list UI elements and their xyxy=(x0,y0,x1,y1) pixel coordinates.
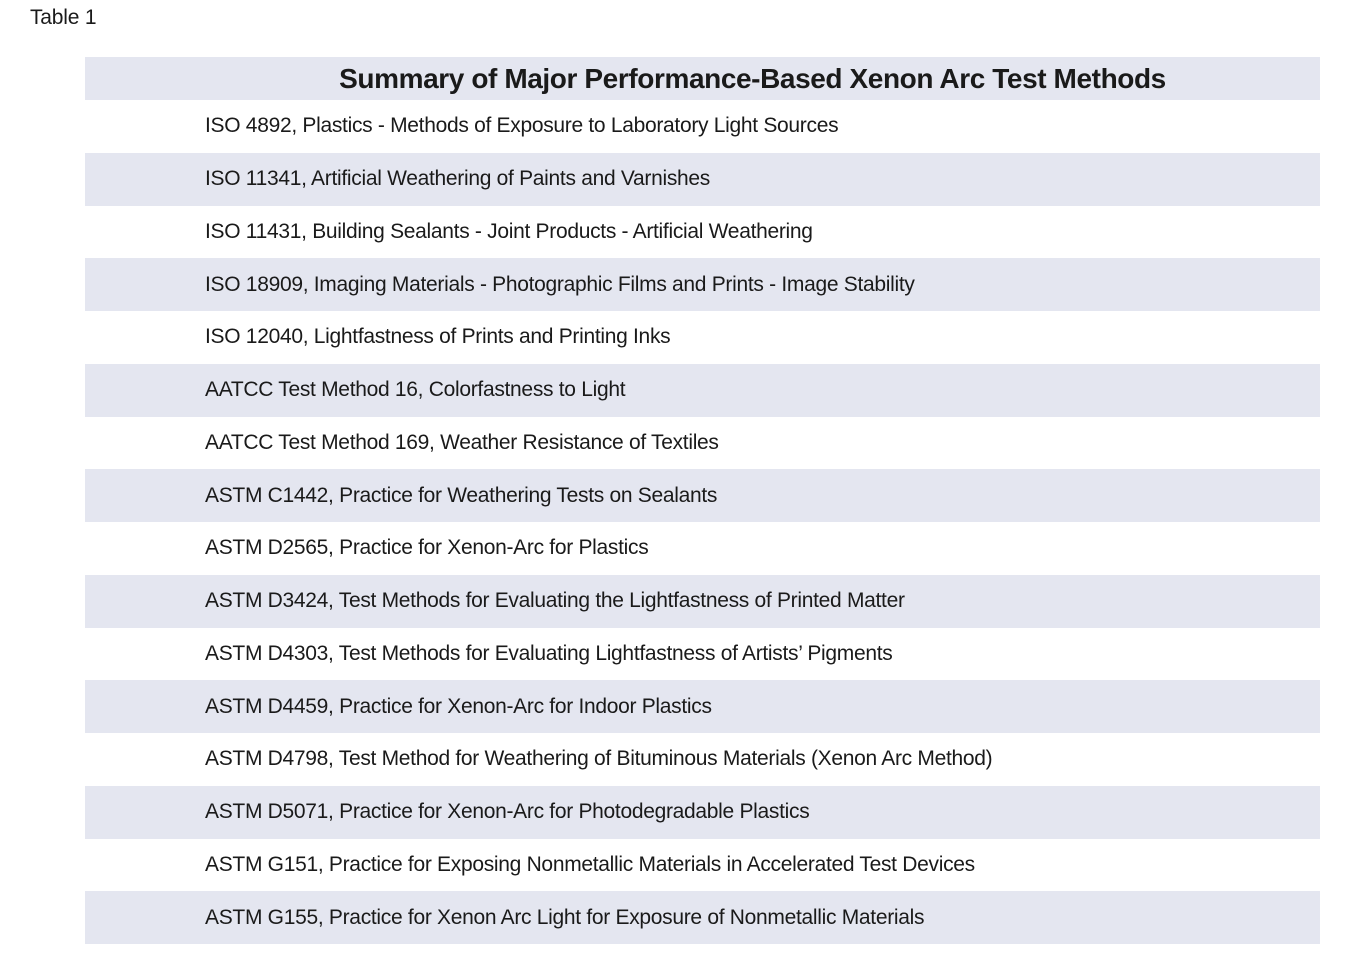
row-text: ASTM D2565, Practice for Xenon-Arc for Plastics xyxy=(205,536,649,560)
row-text: ASTM D4303, Test Methods for Evaluating Lightfastness of Artists’ Pigments xyxy=(205,641,893,665)
table-row xyxy=(85,311,1320,364)
table-row xyxy=(85,417,1320,470)
row-text: ASTM D4798, Test Method for Weathering of Bituminous Materials (Xenon Arc Method) xyxy=(205,747,993,771)
table-body xyxy=(85,100,1320,944)
table-row xyxy=(85,628,1320,681)
row-text: ISO 4892, Plastics - Methods of Exposure to Laboratory Light Sources xyxy=(205,114,839,138)
row-text: AATCC Test Method 16, Colorfastness to Light xyxy=(205,378,626,402)
row-text: ASTM G155, Practice for Xenon Arc Light for Exposure of Nonmetallic Materials xyxy=(205,905,925,929)
row-text: ASTM D3424, Test Methods for Evaluating the Lightfastness of Printed Matter xyxy=(205,589,905,613)
table-row xyxy=(85,153,1320,206)
table-row xyxy=(85,206,1320,259)
table-row xyxy=(85,680,1320,733)
table-row xyxy=(85,522,1320,575)
row-text: ISO 18909, Imaging Materials - Photographic Films and Prints - Image Stability xyxy=(205,272,915,296)
row-text: AATCC Test Method 169, Weather Resistance of Textiles xyxy=(205,430,719,454)
row-text: ASTM D4459, Practice for Xenon-Arc for Indoor Plastics xyxy=(205,694,712,718)
row-text: ISO 12040, Lightfastness of Prints and Printing Inks xyxy=(205,325,671,349)
table-caption: Table 1 xyxy=(30,6,97,29)
row-text: ASTM C1442, Practice for Weathering Tests on Sealants xyxy=(205,483,718,507)
table-row xyxy=(85,258,1320,311)
table-row xyxy=(85,364,1320,417)
table-row xyxy=(85,100,1320,153)
row-text: ISO 11431, Building Sealants - Joint Products - Artificial Weathering xyxy=(205,219,813,243)
table-row xyxy=(85,891,1320,944)
table-row xyxy=(85,575,1320,628)
table-row xyxy=(85,786,1320,839)
table-row xyxy=(85,733,1320,786)
row-text: ASTM D5071, Practice for Xenon-Arc for Photodegradable Plastics xyxy=(205,800,810,824)
table-row xyxy=(85,469,1320,522)
row-text: ASTM G151, Practice for Exposing Nonmetallic Materials in Accelerated Test Devices xyxy=(205,852,975,876)
row-text: ISO 11341, Artificial Weathering of Paints and Varnishes xyxy=(205,167,710,191)
table-title: Summary of Major Performance-Based Xenon Arc Test Methods xyxy=(85,57,1320,100)
table-row xyxy=(85,839,1320,892)
xenon-test-methods-table xyxy=(85,57,1320,944)
